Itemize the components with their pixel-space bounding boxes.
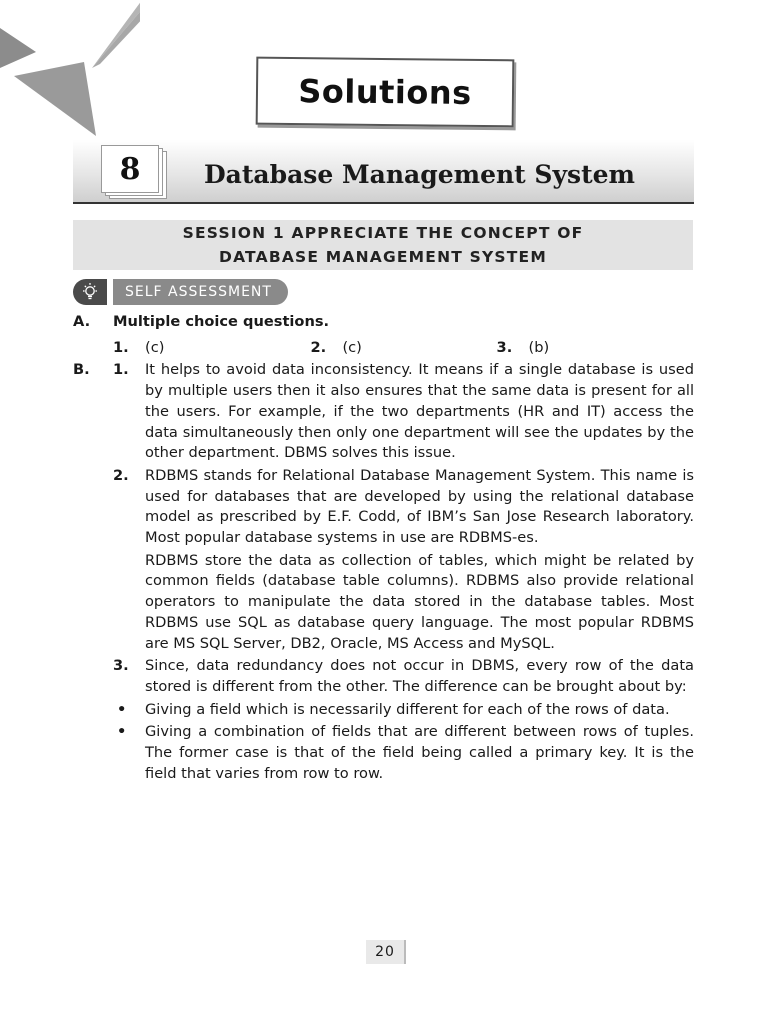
session-line-1: SESSION 1 APPRECIATE THE CONCEPT OF [182,224,584,242]
list-item: • Giving a field which is necessarily different for each of the rows of data. [117,700,670,718]
self-assessment-label: SELF ASSESSMENT [113,279,288,305]
session-line-2: DATABASE MANAGEMENT SYSTEM [219,248,547,266]
section-b-item-2-paragraph: RDBMS store the data as collection of tables, which might be related by common fields (database table columns). RDBMS also provide relational operators to manipulate the data stored in the database tables. Most RDBMS use SQL as database query language. The most popular RDBMS are MS SQL Server, DB2, Oracle, MS Access and MySQL. [145,551,694,652]
section-b-label: B. [73,361,90,379]
solutions-title-box [256,57,515,128]
list-item: • Giving a combination of fields that are different between rows of tuples. The former case is that of the field being called a primary key. It is the field that varies from row to row. [117,723,694,782]
mcq-answer: 3. (b) [496,338,550,356]
corner-decoration [0,0,140,140]
answer-content [73,312,694,784]
section-b-item-3: 3. Since, data redundancy does not occur in DBMS, every row of the data stored is different from the other. The difference can be brought about by: [113,657,694,695]
section-a-label: A. [73,313,91,330]
chapter-number-card [101,145,165,197]
chapter-title: Database Management System [204,160,635,189]
page-number: 20 [366,940,406,964]
session-heading [73,220,693,270]
lightbulb-icon [73,279,107,305]
mcq-answers [73,338,694,359]
mcq-answer: 2. (c) [310,338,362,356]
section-b-item-1: B. 1. It helps to avoid data inconsistency. It means if a single database is used by multiple users then it also ensures that the same data is present for all the users. For example, if the two departments (HR and IT) access the data simultaneously then only one department will see the updates by the other department. DBMS solves this issue. [73,361,694,462]
chapter-number: 8 [101,145,159,193]
mcq-answer: 1. (c) [113,338,165,356]
section-a-heading: Multiple choice questions. [113,313,330,330]
section-b-item-2: 2. RDBMS stands for Relational Database Management System. This name is used for databases that are developed by using the relational database model as prescribed by E.F. Codd, of IBM’s San Jose Research laboratory. Most popular database systems in use are RDBMS-es. [113,466,694,547]
self-assessment-badge [73,278,288,306]
section-a [73,312,694,333]
solutions-title: Solutions [298,72,472,112]
